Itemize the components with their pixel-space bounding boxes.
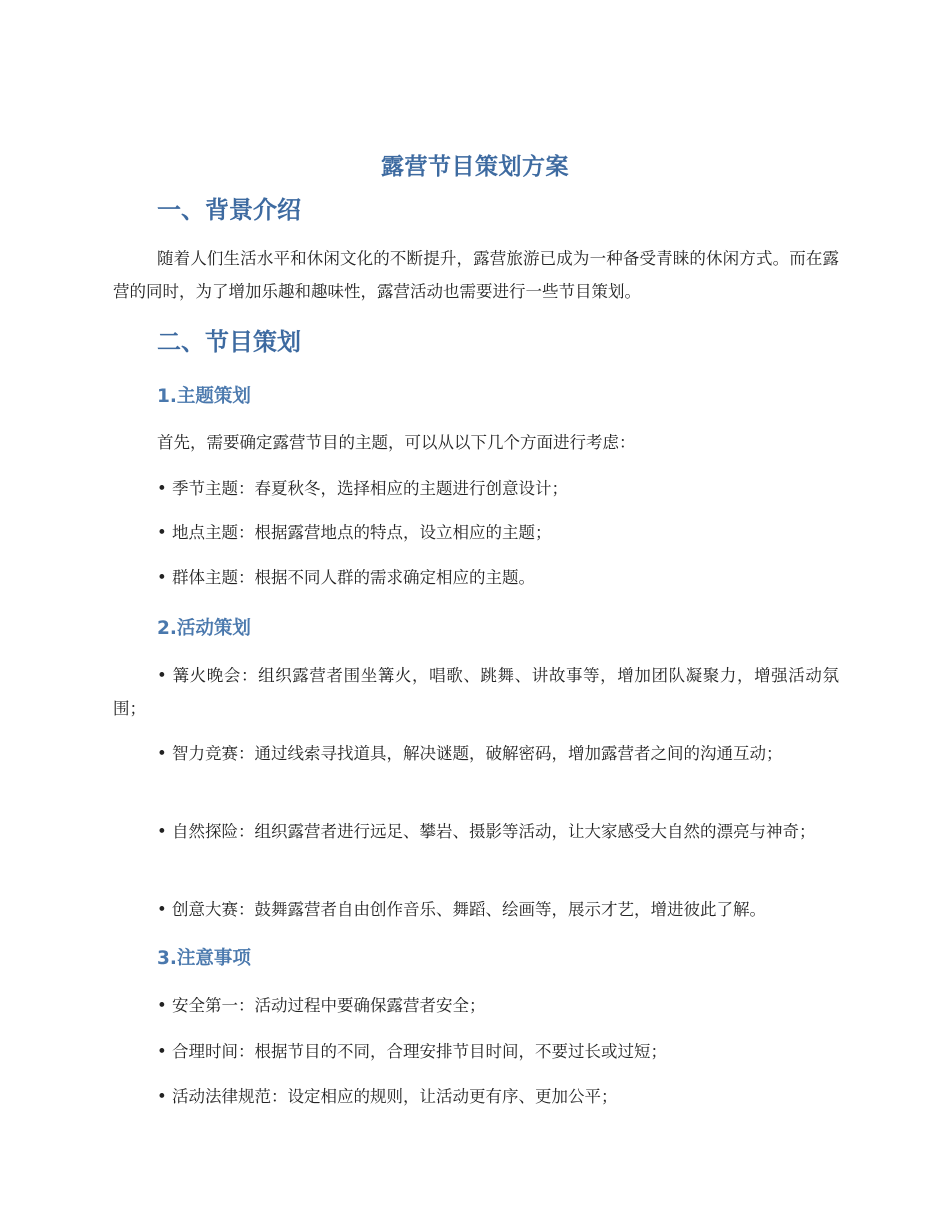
list-item: • 群体主题：根据不同人群的需求确定相应的主题。: [157, 568, 535, 587]
subheading-theme: 1.主题策划: [157, 386, 251, 407]
section-heading-background: 一、背景介绍: [157, 196, 301, 224]
list-item: • 季节主题：春夏秋冬，选择相应的主题进行创意设计；: [157, 479, 568, 498]
theme-intro: 首先，需要确定露营节目的主题，可以从以下几个方面进行考虑：: [157, 433, 636, 452]
list-item: • 自然探险：组织露营者进行远足、攀岩、摄影等活动，让大家感受大自然的漂亮与神奇；: [157, 822, 816, 841]
subheading-activity: 2.活动策划: [157, 618, 251, 639]
list-item: • 合理时间：根据节目的不同，合理安排节目时间，不要过长或过短；: [157, 1042, 667, 1061]
document-title: 露营节目策划方案: [381, 154, 569, 180]
section-heading-program: 二、节目策划: [157, 328, 301, 356]
subheading-notes: 3.注意事项: [157, 948, 251, 969]
list-item: • 创意大赛：鼓舞露营者自由创作音乐、舞蹈、绘画等，展示才艺，增进彼此了解。: [157, 900, 766, 919]
list-item: • 地点主题：根据露营地点的特点，设立相应的主题；: [157, 523, 552, 542]
list-item: • 活动法律规范：设定相应的规则，让活动更有序、更加公平；: [157, 1087, 618, 1106]
list-item: • 安全第一：活动过程中要确保露营者安全；: [157, 996, 486, 1015]
list-item: • 智力竞赛：通过线索寻找道具，解决谜题，破解密码，增加露营者之间的沟通互动；: [157, 744, 783, 763]
background-paragraph: 随着人们生活水平和休闲文化的不断提升，露营旅游已成为一种备受青睐的休闲方式。而在露营的同时，为了增加乐趣和趣味性，露营活动也需要进行一些节目策划。: [113, 249, 839, 301]
list-item: • 篝火晚会：组织露营者围坐篝火，唱歌、跳舞、讲故事等，增加团队凝聚力，增强活动氛围；: [113, 666, 839, 718]
